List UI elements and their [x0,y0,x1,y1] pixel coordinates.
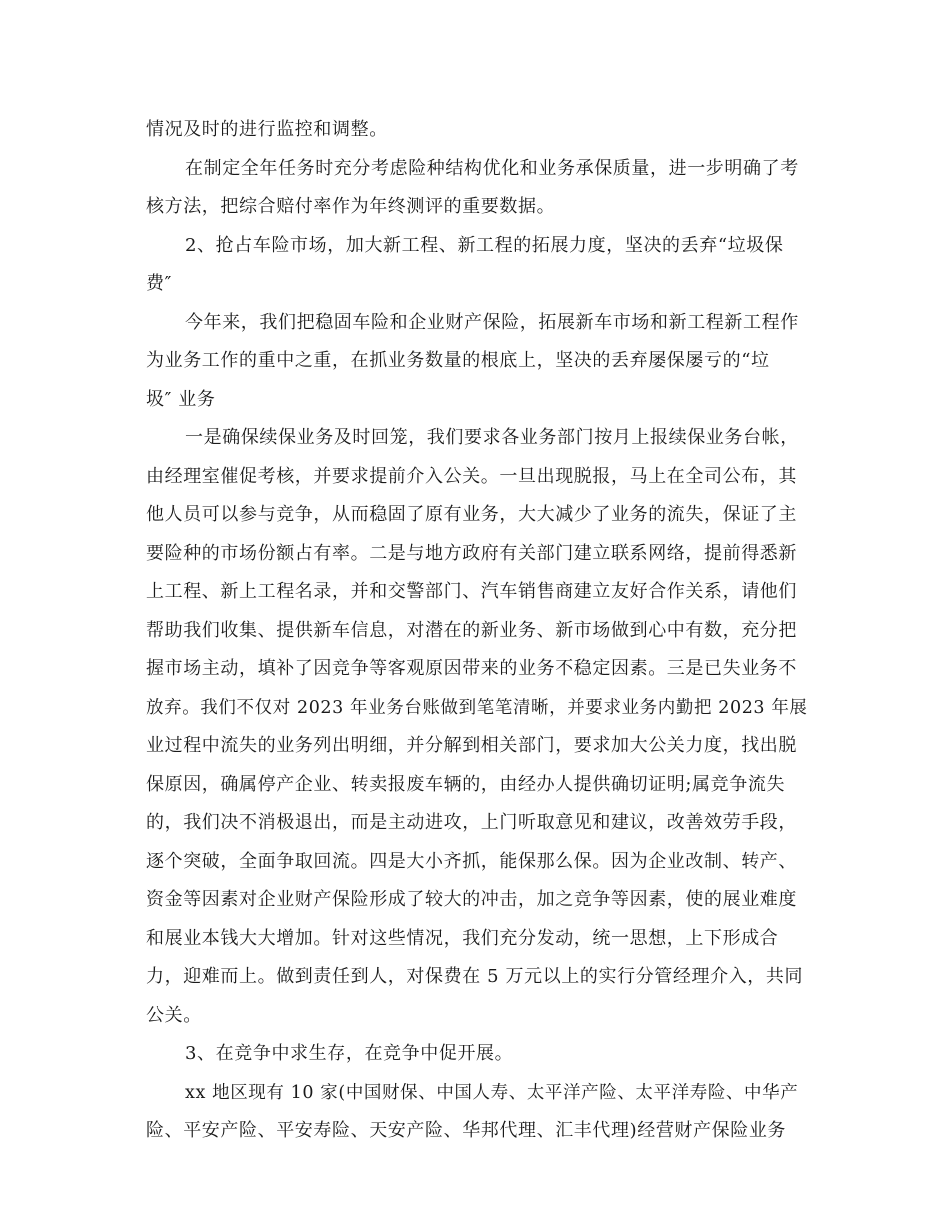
text-line: 今年来，我们把稳固车险和企业财产保险，拓展新车市场和新工程新工程作 [185,312,799,333]
text-line: 要险种的市场份额占有率。二是与地方政府有关部门建立联系网络，提前得悉新 [146,543,797,564]
text-line: 公关。 [146,1005,202,1026]
text-line: 帮助我们收集、提供新车信息，对潜在的新业务、新市场做到心中有数，充分把 [146,620,797,641]
text-line: xx 地区现有 10 家(中国财保、中国人寿、太平洋产险、太平洋寿险、中华产 [185,1083,799,1103]
text-line: 险、平安产险、平安寿险、天安产险、华邦代理、汇丰代理)经营财产保险业务 [146,1120,787,1141]
text-line: 在制定全年任务时充分考虑险种结构优化和业务承保质量，进一步明确了考 [185,158,799,179]
text-line: 一是确保续保业务及时回笼，我们要求各业务部门按月上报续保业务台帐， [185,427,799,448]
text-line: 圾″ 业务 [146,389,216,410]
text-line: 资金等因素对企业财产保险形成了较大的冲击，加之竞争等因素，使的展业难度 [146,889,797,910]
text-line: 逐个突破，全面争取回流。四是大小齐抓，能保那么保。因为企业改制、转产、 [146,851,797,872]
text-line: 3、在竞争中求生存，在竞争中促开展。 [185,1043,514,1064]
text-line: 力，迎难而上。做到责任到人，对保费在 5 万元以上的实行分管经理介入，共同 [146,966,804,987]
text-line: 他人员可以参与竞争，从而稳固了原有业务，大大减少了业务的流失，保证了主 [146,504,797,525]
text-line: 握市场主动，填补了因竞争等客观原因带来的业务不稳定因素。三是已失业务不 [146,658,797,679]
text-line: 为业务工作的重中之重，在抓业务数量的根底上，坚决的丢弃屡保屡亏的“垃 [146,350,770,371]
text-line: 保原因，确属停产企业、转卖报废车辆的，由经办人提供确切证明;属竞争流失 [146,774,786,795]
text-line: 费″ [146,273,172,294]
text-line: 由经理室催促考核，并要求提前介入公关。一旦出现脱报，马上在全司公布，其 [146,466,797,487]
text-line: 情况及时的进行监控和调整。 [146,119,388,140]
text-line: 的，我们决不消极退出，而是主动进攻，上门听取意见和建议，改善效劳手段， [146,812,797,833]
text-line: 核方法，把综合赔付率作为年终测评的重要数据。 [146,196,556,217]
text-line: 2、抢占车险市场，加大新工程、新工程的拓展力度，坚决的丢弃“垃圾保 [185,235,784,256]
text-line: 业过程中流失的业务列出明细，并分解到相关部门，要求加大公关力度，找出脱 [146,735,797,756]
text-line: 上工程、新上工程名录，并和交警部门、汽车销售商建立友好合作关系，请他们 [146,581,797,602]
text-line: 放弃。我们不仅对 2023 年业务台账做到笔笔清晰，并要求业务内勤把 2023 年展 [146,698,808,718]
text-line: 和展业本钱大大增加。针对这些情况，我们充分发动，统一思想，上下形成合 [146,928,779,949]
